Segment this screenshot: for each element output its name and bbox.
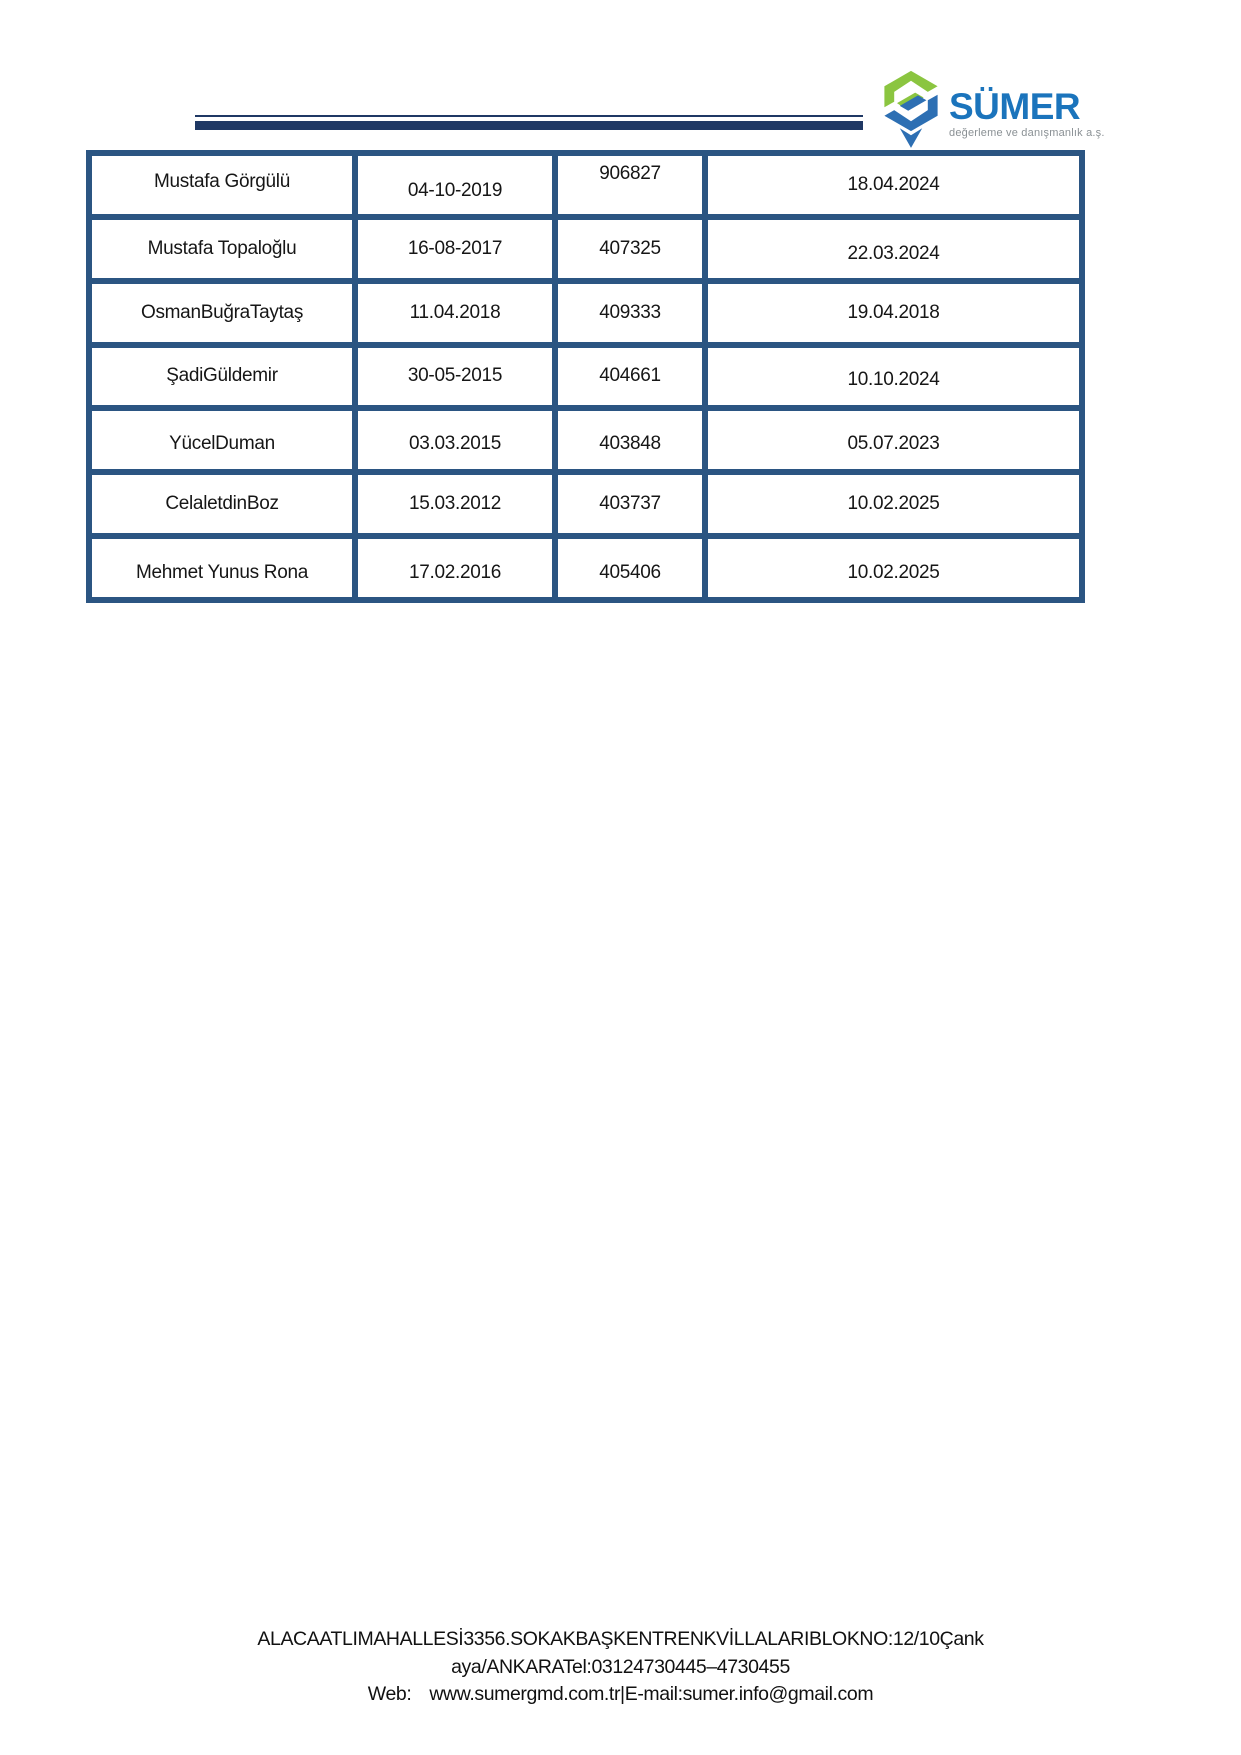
table-cell-name: Mehmet Yunus Rona (92, 539, 352, 597)
table-cell-date-1: 30-05-2015 (358, 348, 552, 406)
table-cell-date-1: 15.03.2012 (358, 475, 552, 533)
table-cell-number: 403737 (558, 475, 702, 533)
table-cell-date-1: 04-10-2019 (358, 156, 552, 214)
appraisers-table (86, 150, 1085, 603)
header-rule-thick (195, 121, 863, 130)
header-rule-thin (195, 115, 863, 117)
table-cell-date-1: 11.04.2018 (358, 284, 552, 342)
table-cell-number: 407325 (558, 220, 702, 278)
footer-address-line-1: ALACAATLIMAHALLESİ3356.SOKAKBAŞKENTRENKVİLLALARIBLOKNO:12/10Çank (257, 1628, 984, 1650)
table-cell-name: Mustafa Topaloğlu (92, 220, 352, 278)
table-cell-number: 906827 (558, 156, 702, 214)
table-cell-date-1: 17.02.2016 (358, 539, 552, 597)
footer-web-value: www.sumergmd.com.tr|E-mail:sumer.info@gmail.com (429, 1683, 874, 1706)
sumer-logo-icon (876, 66, 946, 150)
table-cell-name: CelaletdinBoz (92, 475, 352, 533)
table-cell-name: YücelDuman (92, 411, 352, 469)
table-cell-number: 409333 (558, 284, 702, 342)
table-cell-name: OsmanBuğraTaytaş (92, 284, 352, 342)
footer-address-line-2: aya/ANKARATel:03124730445–4730455 (451, 1655, 790, 1678)
table-cell-date-2: 05.07.2023 (708, 411, 1079, 469)
table-cell-date-1: 16-08-2017 (358, 220, 552, 278)
brand-tagline: değerleme ve danışmanlık a.ş. (949, 127, 1105, 139)
table-cell-date-2: 10.02.2025 (708, 539, 1079, 597)
table-cell-date-2: 18.04.2024 (708, 156, 1079, 214)
table-cell-name: ŞadiGüldemir (92, 348, 352, 406)
footer (0, 1626, 1241, 1709)
logo-text (949, 88, 1105, 139)
footer-web-label: Web: (367, 1683, 412, 1706)
table-cell-number: 405406 (558, 539, 702, 597)
table-cell-date-2: 22.03.2024 (708, 220, 1079, 278)
table-cell-date-1: 03.03.2015 (358, 411, 552, 469)
table-cell-date-2: 19.04.2018 (708, 284, 1079, 342)
sumer-logo (876, 66, 1105, 150)
table-cell-date-2: 10.10.2024 (708, 348, 1079, 406)
footer-web-line (0, 1681, 1241, 1709)
table-cell-name: Mustafa Görgülü (92, 156, 352, 214)
table-cell-date-2: 10.02.2025 (708, 475, 1079, 533)
table-cell-number: 403848 (558, 411, 702, 469)
brand-name: SÜMER (949, 86, 1081, 127)
table-cell-number: 404661 (558, 348, 702, 406)
